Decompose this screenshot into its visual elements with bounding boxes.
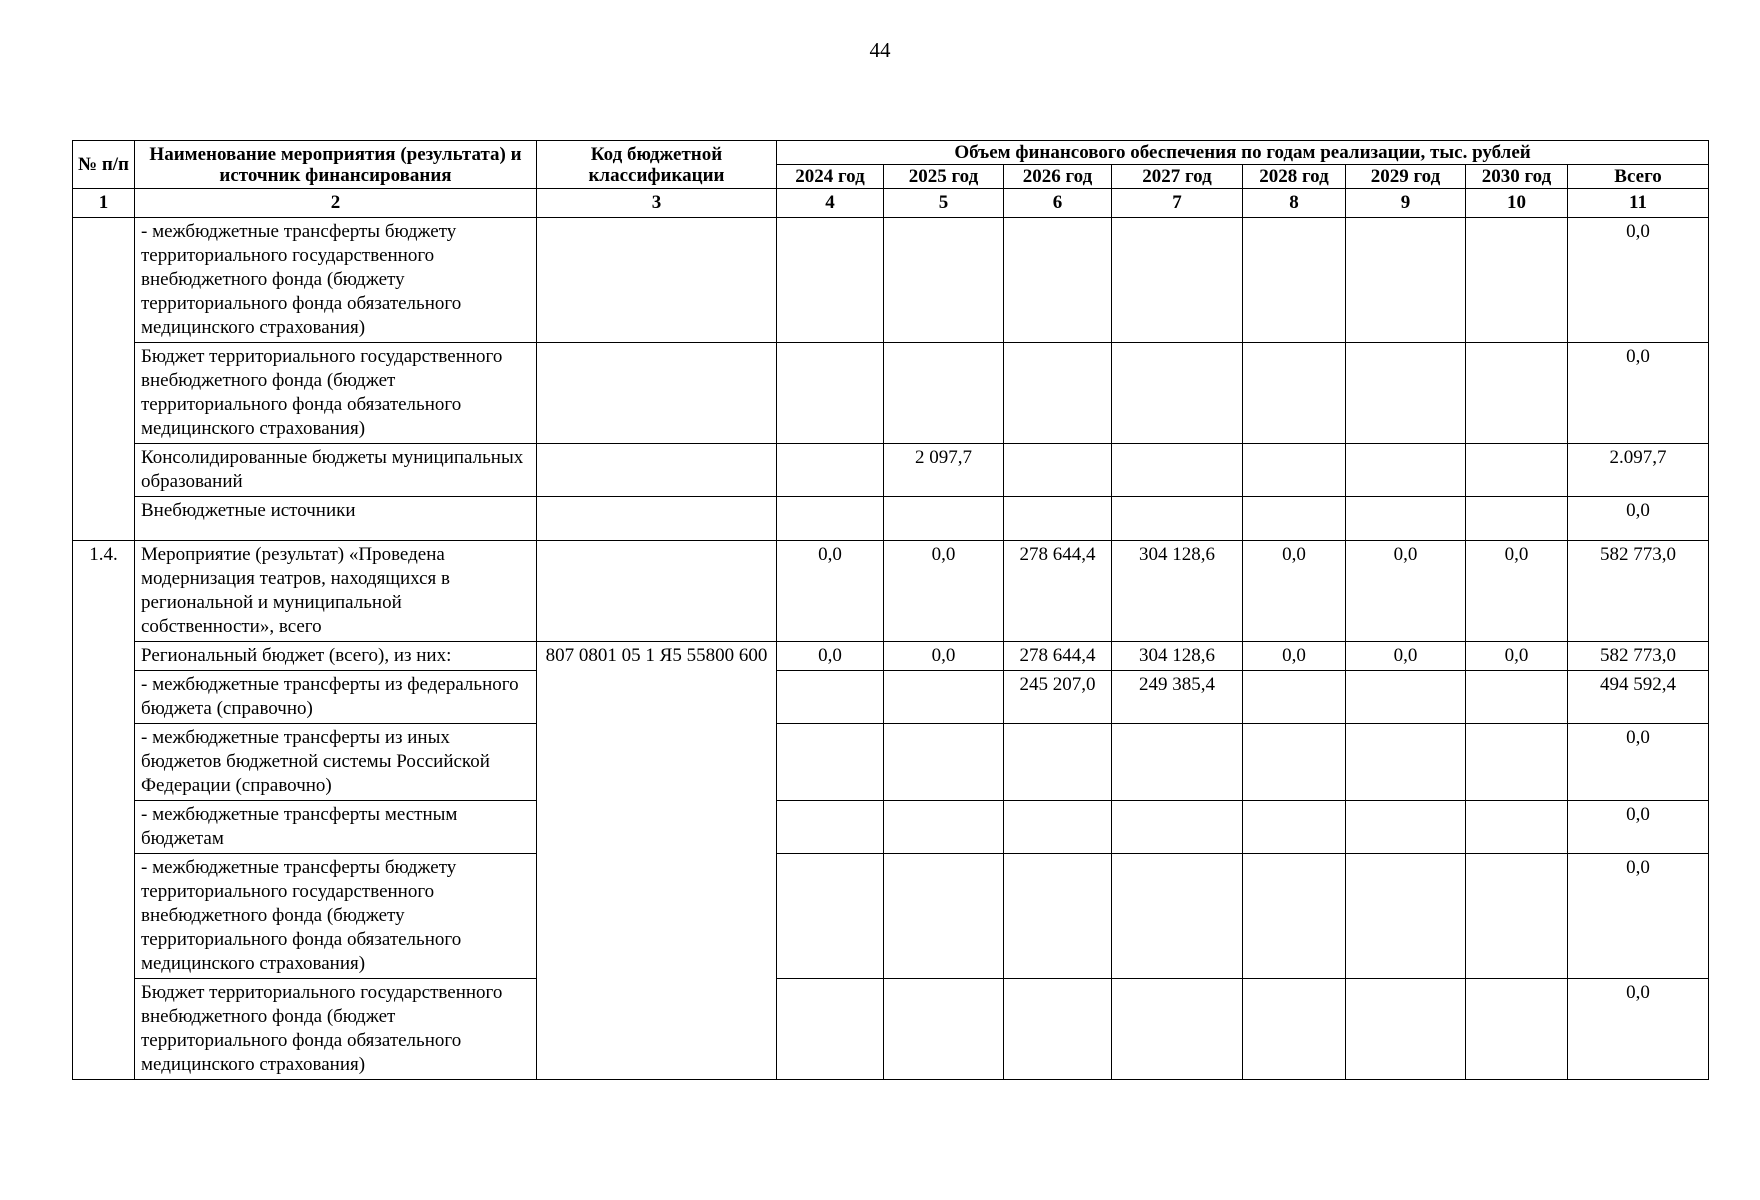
value-cell xyxy=(777,671,884,724)
value-cell xyxy=(1243,724,1346,801)
table-row xyxy=(73,642,1709,671)
financing-table xyxy=(72,140,1709,1080)
total-cell: 0,0 xyxy=(1568,343,1709,444)
value-cell: 0,0 xyxy=(884,541,1004,642)
value-cell xyxy=(1112,724,1243,801)
value-cell: 245 207,0 xyxy=(1004,671,1112,724)
column-number: 5 xyxy=(884,189,1004,218)
header-code: Код бюджетной классификации xyxy=(537,141,777,189)
value-cell xyxy=(1004,444,1112,497)
total-cell: 0,0 xyxy=(1568,854,1709,979)
value-cell: 0,0 xyxy=(1243,541,1346,642)
value-cell xyxy=(1466,854,1568,979)
column-number: 3 xyxy=(537,189,777,218)
value-cell xyxy=(1112,343,1243,444)
total-cell: 582 773,0 xyxy=(1568,541,1709,642)
header-year: 2027 год xyxy=(1112,165,1243,189)
value-cell xyxy=(777,724,884,801)
value-cell: 278 644,4 xyxy=(1004,541,1112,642)
value-cell xyxy=(777,218,884,343)
header-finance: Объем финансового обеспечения по годам реализации, тыс. рублей xyxy=(777,141,1709,165)
total-cell: 494 592,4 xyxy=(1568,671,1709,724)
table-row xyxy=(73,801,1709,854)
table-row xyxy=(73,497,1709,541)
row-name: - межбюджетные трансферты бюджету территориального государственного внебюджетного фонда (бюджету территориального фонда обязательного медицинского страхования) xyxy=(135,854,537,979)
value-cell xyxy=(1466,801,1568,854)
row-name: - межбюджетные трансферты местным бюджетам xyxy=(135,801,537,854)
header-year: 2029 год xyxy=(1346,165,1466,189)
row-name: - межбюджетные трансферты бюджету территориального государственного внебюджетного фонда (бюджету территориального фонда обязательного медицинского страхования) xyxy=(135,218,537,343)
column-number: 7 xyxy=(1112,189,1243,218)
header-num: № п/п xyxy=(73,141,135,189)
column-number: 8 xyxy=(1243,189,1346,218)
header-year: 2030 год xyxy=(1466,165,1568,189)
total-cell: 0,0 xyxy=(1568,218,1709,343)
value-cell: 304 128,6 xyxy=(1112,541,1243,642)
value-cell xyxy=(1466,671,1568,724)
column-number: 11 xyxy=(1568,189,1709,218)
value-cell: 2 097,7 xyxy=(884,444,1004,497)
value-cell xyxy=(1004,497,1112,541)
value-cell xyxy=(884,671,1004,724)
row-name: Мероприятие (результат) «Проведена модернизация театров, находящихся в региональной и муниципальной собственности», всего xyxy=(135,541,537,642)
value-cell: 278 644,4 xyxy=(1004,642,1112,671)
value-cell: 0,0 xyxy=(1346,642,1466,671)
header-year: 2025 год xyxy=(884,165,1004,189)
value-cell xyxy=(1004,343,1112,444)
value-cell xyxy=(884,801,1004,854)
code-cell xyxy=(537,218,777,343)
value-cell xyxy=(777,854,884,979)
column-number: 9 xyxy=(1346,189,1466,218)
value-cell xyxy=(777,497,884,541)
value-cell xyxy=(1466,218,1568,343)
value-cell xyxy=(1004,218,1112,343)
table-row xyxy=(73,671,1709,724)
value-cell xyxy=(1243,979,1346,1080)
value-cell: 0,0 xyxy=(884,642,1004,671)
value-cell xyxy=(884,218,1004,343)
value-cell xyxy=(1243,801,1346,854)
value-cell xyxy=(1112,979,1243,1080)
value-cell: 304 128,6 xyxy=(1112,642,1243,671)
total-cell: 0,0 xyxy=(1568,724,1709,801)
row-name: Бюджет территориального государственного внебюджетного фонда (бюджет территориального фонда обязательного медицинского страхования) xyxy=(135,979,537,1080)
value-cell xyxy=(884,979,1004,1080)
value-cell xyxy=(1112,854,1243,979)
value-cell xyxy=(1466,979,1568,1080)
total-cell: 0,0 xyxy=(1568,497,1709,541)
header-year: 2026 год xyxy=(1004,165,1112,189)
total-cell: 0,0 xyxy=(1568,979,1709,1080)
value-cell xyxy=(1346,444,1466,497)
page-number: 44 xyxy=(869,38,891,62)
table-row xyxy=(73,854,1709,979)
table-row xyxy=(73,724,1709,801)
value-cell xyxy=(1112,444,1243,497)
value-cell xyxy=(1466,497,1568,541)
value-cell xyxy=(777,979,884,1080)
code-cell xyxy=(537,444,777,497)
value-cell xyxy=(1004,724,1112,801)
value-cell: 0,0 xyxy=(1346,541,1466,642)
value-cell: 0,0 xyxy=(777,642,884,671)
table-row xyxy=(73,218,1709,343)
value-cell: 0,0 xyxy=(1466,541,1568,642)
table-row xyxy=(73,979,1709,1080)
column-number: 4 xyxy=(777,189,884,218)
value-cell xyxy=(777,343,884,444)
value-cell xyxy=(1466,724,1568,801)
value-cell xyxy=(1112,218,1243,343)
value-cell xyxy=(1004,979,1112,1080)
value-cell xyxy=(1346,497,1466,541)
budget-code: 807 0801 05 1 Я5 55800 600 xyxy=(537,642,777,1080)
value-cell xyxy=(884,343,1004,444)
row-name: - межбюджетные трансферты из федерального бюджета (справочно) xyxy=(135,671,537,724)
row-name: Внебюджетные источники xyxy=(135,497,537,541)
row-number: 1.4. xyxy=(73,541,135,1080)
column-number: 2 xyxy=(135,189,537,218)
row-name: Региональный бюджет (всего), из них: xyxy=(135,642,537,671)
code-cell xyxy=(537,541,777,642)
header-year: 2024 год xyxy=(777,165,884,189)
row-name: Бюджет территориального государственного внебюджетного фонда (бюджет территориального фонда обязательного медицинского страхования) xyxy=(135,343,537,444)
value-cell xyxy=(1346,218,1466,343)
value-cell xyxy=(1466,343,1568,444)
row-number-cell xyxy=(73,218,135,541)
value-cell xyxy=(1004,854,1112,979)
header-name: Наименование мероприятия (результата) и источник финансирования xyxy=(135,141,537,189)
column-number: 6 xyxy=(1004,189,1112,218)
table-row xyxy=(73,343,1709,444)
value-cell xyxy=(884,724,1004,801)
table-row xyxy=(73,541,1709,642)
code-cell xyxy=(537,343,777,444)
total-cell: 582 773,0 xyxy=(1568,642,1709,671)
value-cell xyxy=(1466,444,1568,497)
value-cell: 0,0 xyxy=(1466,642,1568,671)
value-cell xyxy=(1112,497,1243,541)
row-name: - межбюджетные трансферты из иных бюджетов бюджетной системы Российской Федерации (справочно) xyxy=(135,724,537,801)
value-cell xyxy=(1243,497,1346,541)
value-cell xyxy=(1243,444,1346,497)
value-cell: 0,0 xyxy=(777,541,884,642)
code-cell xyxy=(537,497,777,541)
total-cell: 0,0 xyxy=(1568,801,1709,854)
value-cell xyxy=(1346,979,1466,1080)
column-number: 10 xyxy=(1466,189,1568,218)
value-cell xyxy=(1346,801,1466,854)
total-cell: 2.097,7 xyxy=(1568,444,1709,497)
value-cell xyxy=(1243,671,1346,724)
column-number: 1 xyxy=(73,189,135,218)
value-cell xyxy=(1004,801,1112,854)
value-cell xyxy=(1243,343,1346,444)
value-cell xyxy=(1346,854,1466,979)
column-numbers-row xyxy=(73,189,1709,218)
value-cell xyxy=(1243,854,1346,979)
value-cell xyxy=(1346,343,1466,444)
value-cell xyxy=(1346,724,1466,801)
value-cell: 0,0 xyxy=(1243,642,1346,671)
header-year: 2028 год xyxy=(1243,165,1346,189)
header-total: Всего xyxy=(1568,165,1709,189)
table-row xyxy=(73,444,1709,497)
value-cell xyxy=(884,497,1004,541)
value-cell xyxy=(777,801,884,854)
value-cell xyxy=(1112,801,1243,854)
row-name: Консолидированные бюджеты муниципальных образований xyxy=(135,444,537,497)
value-cell xyxy=(1243,218,1346,343)
value-cell xyxy=(1346,671,1466,724)
value-cell: 249 385,4 xyxy=(1112,671,1243,724)
value-cell xyxy=(884,854,1004,979)
value-cell xyxy=(777,444,884,497)
